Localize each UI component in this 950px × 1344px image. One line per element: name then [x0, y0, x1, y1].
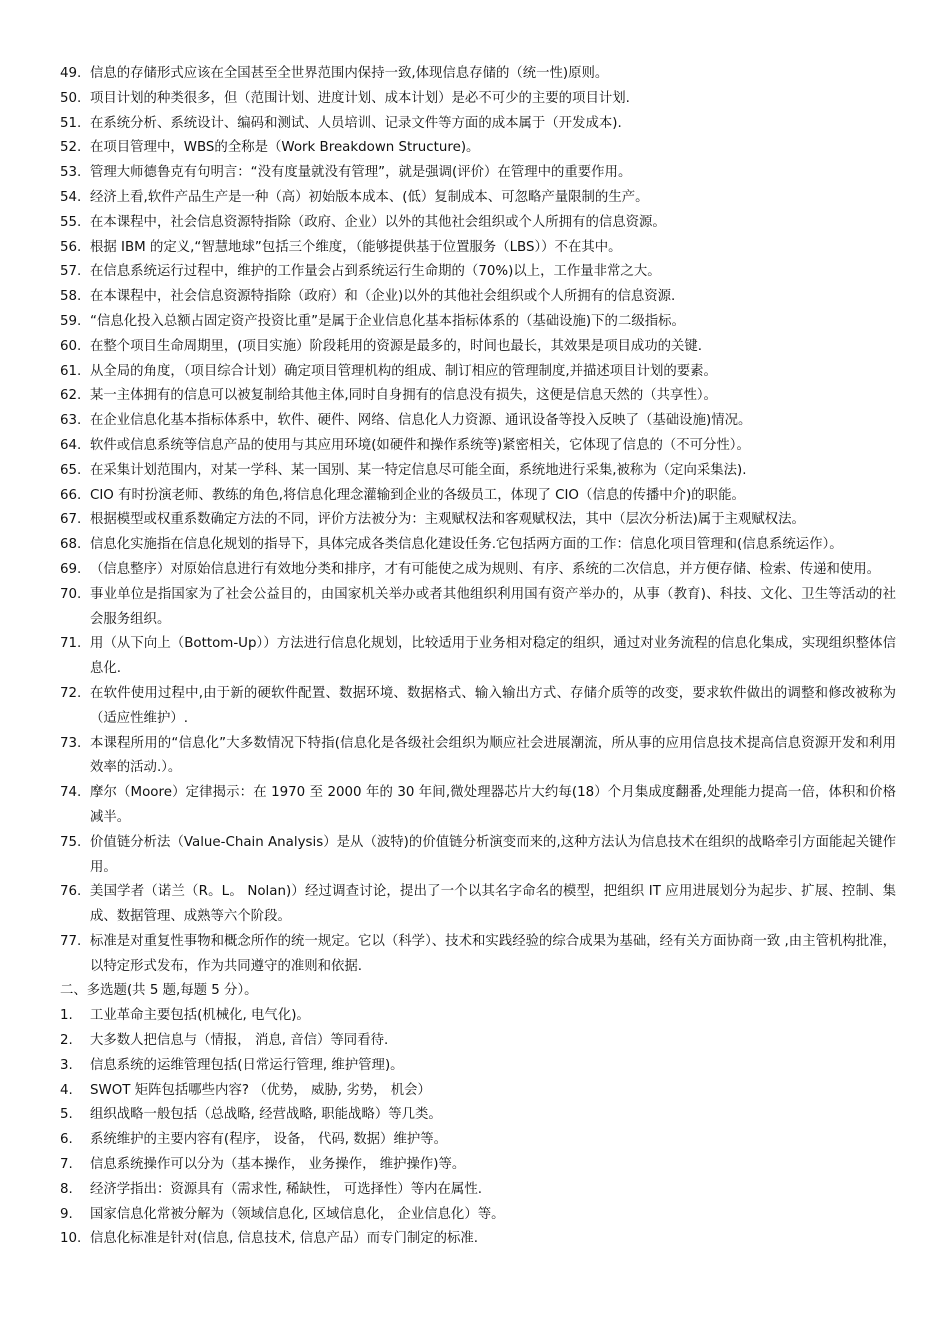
- item-number: 52.: [60, 140, 82, 156]
- list-item: [60, 459, 896, 484]
- list-item: [60, 1054, 896, 1079]
- item-number: 59.: [60, 313, 82, 329]
- item-text: 经济学指出：资源具有（需求性, 稀缺性， 可选择性）等内在属性.: [90, 1181, 482, 1197]
- item-number: 63.: [60, 413, 82, 429]
- item-text: 工业革命主要包括(机械化, 电气化)。: [90, 1008, 310, 1024]
- list-item: [60, 1178, 896, 1203]
- list-item: [60, 484, 896, 509]
- item-number: 60.: [60, 338, 82, 354]
- list-item: [60, 236, 896, 261]
- item-number: 9.: [60, 1206, 73, 1222]
- item-text: 信息的存储形式应该在全国甚至全世界范围内保持一致,体现信息存储的（统一性)原则。: [90, 66, 609, 81]
- item-number: 77.: [60, 933, 82, 949]
- multiple-choice-answers-section: [60, 1004, 896, 1252]
- list-item: [60, 1029, 896, 1054]
- list-item: [60, 434, 896, 459]
- item-text: 组织战略一般包括（总战略, 经营战略, 职能战略）等几类。: [90, 1107, 442, 1123]
- item-number: 74.: [60, 785, 82, 801]
- item-text: （信息整序）对原始信息进行有效地分类和排序，才有可能使之成为规则、有序、系统的二次信息，并方便存储、检索、传递和使用。: [90, 561, 881, 577]
- item-text: 在企业信息化基本指标体系中，软件、硬件、网络、信息化人力资源、通讯设备等投入反映了（基础设施)情况。: [90, 413, 752, 429]
- item-text: 从全局的角度，（项目综合计划）确定项目管理机构的组成、制订相应的管理制度,并描述项目计划的要素。: [90, 363, 717, 379]
- list-item: [60, 558, 896, 583]
- item-number: 4.: [60, 1082, 73, 1098]
- item-text: 在系统分析、系统设计、编码和测试、人员培训、记录文件等方面的成本属于（开发成本).: [90, 115, 622, 131]
- list-item: [60, 1103, 896, 1128]
- item-text: 价值链分析法（Value-Chain Analysis）是从（波特)的价值链分析演变而来的,这种方法认为信息技术在组织的战略牵引方面能起关键作用。: [90, 834, 896, 875]
- item-number: 51.: [60, 115, 82, 131]
- item-number: 6.: [60, 1132, 73, 1148]
- list-item: [60, 732, 896, 782]
- item-text: 根据模型或权重系数确定方法的不同，评价方法被分为：主观赋权法和客观赋权法，其中（层次分析法)属于主观赋权法。: [90, 512, 805, 528]
- item-number: 49.: [60, 66, 82, 81]
- item-number: 67.: [60, 512, 82, 528]
- item-text: 在信息系统运行过程中，维护的工作量会占到系统运行生命期的（70%)以上，工作量非常之大。: [90, 264, 661, 280]
- item-text: 信息系统操作可以分为（基本操作， 业务操作， 维护操作)等。: [90, 1157, 466, 1173]
- item-text: 项目计划的种类很多，但（范围计划、进度计划、成本计划）是必不可少的主要的项目计划.: [90, 90, 630, 106]
- item-number: 1.: [60, 1008, 73, 1024]
- item-number: 58.: [60, 289, 82, 305]
- item-number: 50.: [60, 90, 82, 106]
- item-text: 某一主体拥有的信息可以被复制给其他主体,同时自身拥有的信息没有损失，这便是信息天然的（共享性）。: [90, 388, 717, 404]
- item-number: 75.: [60, 834, 82, 850]
- list-item: [60, 62, 896, 87]
- item-number: 69.: [60, 561, 82, 577]
- item-text: 系统维护的主要内容有(程序， 设备， 代码, 数据）维护等。: [90, 1132, 448, 1148]
- list-item: [60, 360, 896, 385]
- item-text: 用（从下向上（Bottom-Up））方法进行信息化规划，比较适用于业务相对稳定的组织，通过对业务流程的信息化集成，实现组织整体信息化.: [90, 636, 896, 677]
- list-item: [60, 1227, 896, 1252]
- item-text: 美国学者（诺兰（R。L。 Nolan)）经过调查讨论，提出了一个以其名字命名的模型，把组织 IT 应用进展划分为起步、扩展、控制、集成、数据管理、成熟等六个阶段。: [90, 884, 896, 925]
- list-item: [60, 285, 896, 310]
- item-text: 在采集计划范围内，对某一学科、某一国别、某一特定信息尽可能全面，系统地进行采集,被称为（定向采集法).: [90, 462, 747, 478]
- list-item: [60, 930, 896, 980]
- item-text: 信息化实施指在信息化规划的指导下，具体完成各类信息化建设任务.它包括两方面的工作：信息化项目管理和(信息系统运作）。: [90, 537, 843, 553]
- item-text: 国家信息化常被分解为（领域信息化, 区域信息化， 企业信息化）等。: [90, 1206, 505, 1222]
- list-item: [60, 781, 896, 831]
- item-number: 10.: [60, 1231, 82, 1247]
- list-item: [60, 211, 896, 236]
- item-number: 56.: [60, 239, 82, 255]
- item-text: 根据 IBM 的定义,“智慧地球”包括三个维度，（能够提供基于位置服务（LBS））不在其中。: [90, 239, 622, 255]
- list-item: [60, 335, 896, 360]
- list-item: [60, 310, 896, 335]
- fill-in-answers-section: [60, 62, 896, 979]
- item-text: 事业单位是指国家为了社会公益目的，由国家机关举办或者其他组织利用国有资产举办的，从事（教育)、科技、文化、卫生等活动的社会服务组织。: [90, 586, 896, 627]
- list-item: [60, 632, 896, 682]
- item-text: 在项目管理中，WBS的全称是（Work Breakdown Structure)。: [90, 140, 480, 156]
- item-text: 在软件使用过程中,由于新的硬软件配置、数据环境、数据格式、输入输出方式、存储介质等的改变，要求软件做出的调整和修改被称为（适应性维护）.: [90, 685, 896, 726]
- list-item: [60, 260, 896, 285]
- item-number: 5.: [60, 1107, 73, 1123]
- item-number: 76.: [60, 884, 82, 900]
- item-number: 53.: [60, 165, 82, 181]
- list-item: [60, 161, 896, 186]
- list-item: [60, 1079, 896, 1104]
- list-item: [60, 583, 896, 633]
- section-heading-multiple-choice: 二、多选题(共 5 题,每题 5 分）。: [60, 983, 258, 999]
- item-number: 65.: [60, 462, 82, 478]
- item-number: 71.: [60, 636, 82, 652]
- item-number: 64.: [60, 437, 82, 453]
- list-item: [60, 533, 896, 558]
- item-number: 54.: [60, 189, 82, 205]
- question-list: [60, 62, 896, 1252]
- item-text: 在本课程中，社会信息资源特指除（政府）和（企业)以外的其他社会组织或个人所拥有的信息资源.: [90, 289, 676, 305]
- item-text: 在本课程中，社会信息资源特指除（政府、企业）以外的其他社会组织或个人所拥有的信息资源。: [90, 214, 666, 230]
- item-number: 61.: [60, 363, 82, 379]
- item-text: 大多数人把信息与（情报， 消息, 音信）等同看待.: [90, 1033, 389, 1049]
- item-number: 2.: [60, 1033, 73, 1049]
- list-item: [60, 384, 896, 409]
- item-text: “信息化投入总额占固定资产投资比重”是属于企业信息化基本指标体系的（基础设施)下的二级指标。: [90, 313, 685, 329]
- list-item: [60, 831, 896, 881]
- list-item: [60, 136, 896, 161]
- item-number: 8.: [60, 1181, 73, 1197]
- item-text: 软件或信息系统等信息产品的使用与其应用环境(如硬件和操作系统等)紧密相关，它体现了信息的（不可分性）。: [90, 437, 750, 453]
- item-number: 68.: [60, 537, 82, 553]
- item-text: 经济上看,软件产品生产是一种（高）初始版本成本、(低）复制成本、可忽略产量限制的生产。: [90, 189, 649, 205]
- item-number: 70.: [60, 586, 82, 602]
- item-number: 62.: [60, 388, 82, 404]
- item-number: 55.: [60, 214, 82, 230]
- list-item: [60, 112, 896, 137]
- item-text: 信息化标准是针对(信息, 信息技术, 信息产品）而专门制定的标准.: [90, 1231, 479, 1247]
- item-text: 信息系统的运维管理包括(日常运行管理, 维护管理)。: [90, 1057, 404, 1073]
- list-item: [60, 186, 896, 211]
- item-number: 3.: [60, 1057, 73, 1073]
- item-text: 标准是对重复性事物和概念所作的统一规定。它以（科学）、技术和实践经验的综合成果为基础，经有关方面协商一致 ,由主管机构批准，以特定形式发布，作为共同遵守的准则和依据.: [90, 933, 896, 974]
- item-text: 摩尔（Moore）定律揭示：在 1970 至 2000 年的 30 年间,微处理器芯片大约每(18）个月集成度翻番,处理能力提高一倍，体积和价格减半。: [90, 785, 896, 825]
- list-item: [60, 1153, 896, 1178]
- item-text: 管理大师德鲁克有句明言：“没有度量就没有管理”，就是强调(评价）在管理中的重要作用。: [90, 165, 632, 181]
- item-text: CIO 有时扮演老师、教练的角色,将信息化理念灌输到企业的各级员工，体现了 CIO（信息的传播中介)的职能。: [90, 487, 745, 503]
- item-number: 73.: [60, 735, 82, 751]
- list-item: [60, 409, 896, 434]
- item-text: SWOT 矩阵包括哪些内容? （优势， 威胁, 劣势， 机会）: [90, 1082, 431, 1098]
- item-text: 本课程所用的“信息化”大多数情况下特指(信息化是各级社会组织为顺应社会进展潮流，所从事的应用信息技术提高信息资源开发和利用效率的活动.）。: [90, 735, 896, 776]
- item-number: 7.: [60, 1157, 73, 1173]
- list-item: [60, 87, 896, 112]
- item-number: 57.: [60, 264, 82, 280]
- item-text: 在整个项目生命周期里，(项目实施）阶段耗用的资源是最多的，时间也最长，其效果是项目成功的关键.: [90, 338, 703, 354]
- list-item: [60, 880, 896, 930]
- list-item: [60, 1203, 896, 1228]
- list-item: [60, 1128, 896, 1153]
- item-number: 66.: [60, 487, 82, 503]
- list-item: [60, 508, 896, 533]
- list-item: [60, 682, 896, 732]
- list-item: [60, 1004, 896, 1029]
- item-number: 72.: [60, 685, 82, 701]
